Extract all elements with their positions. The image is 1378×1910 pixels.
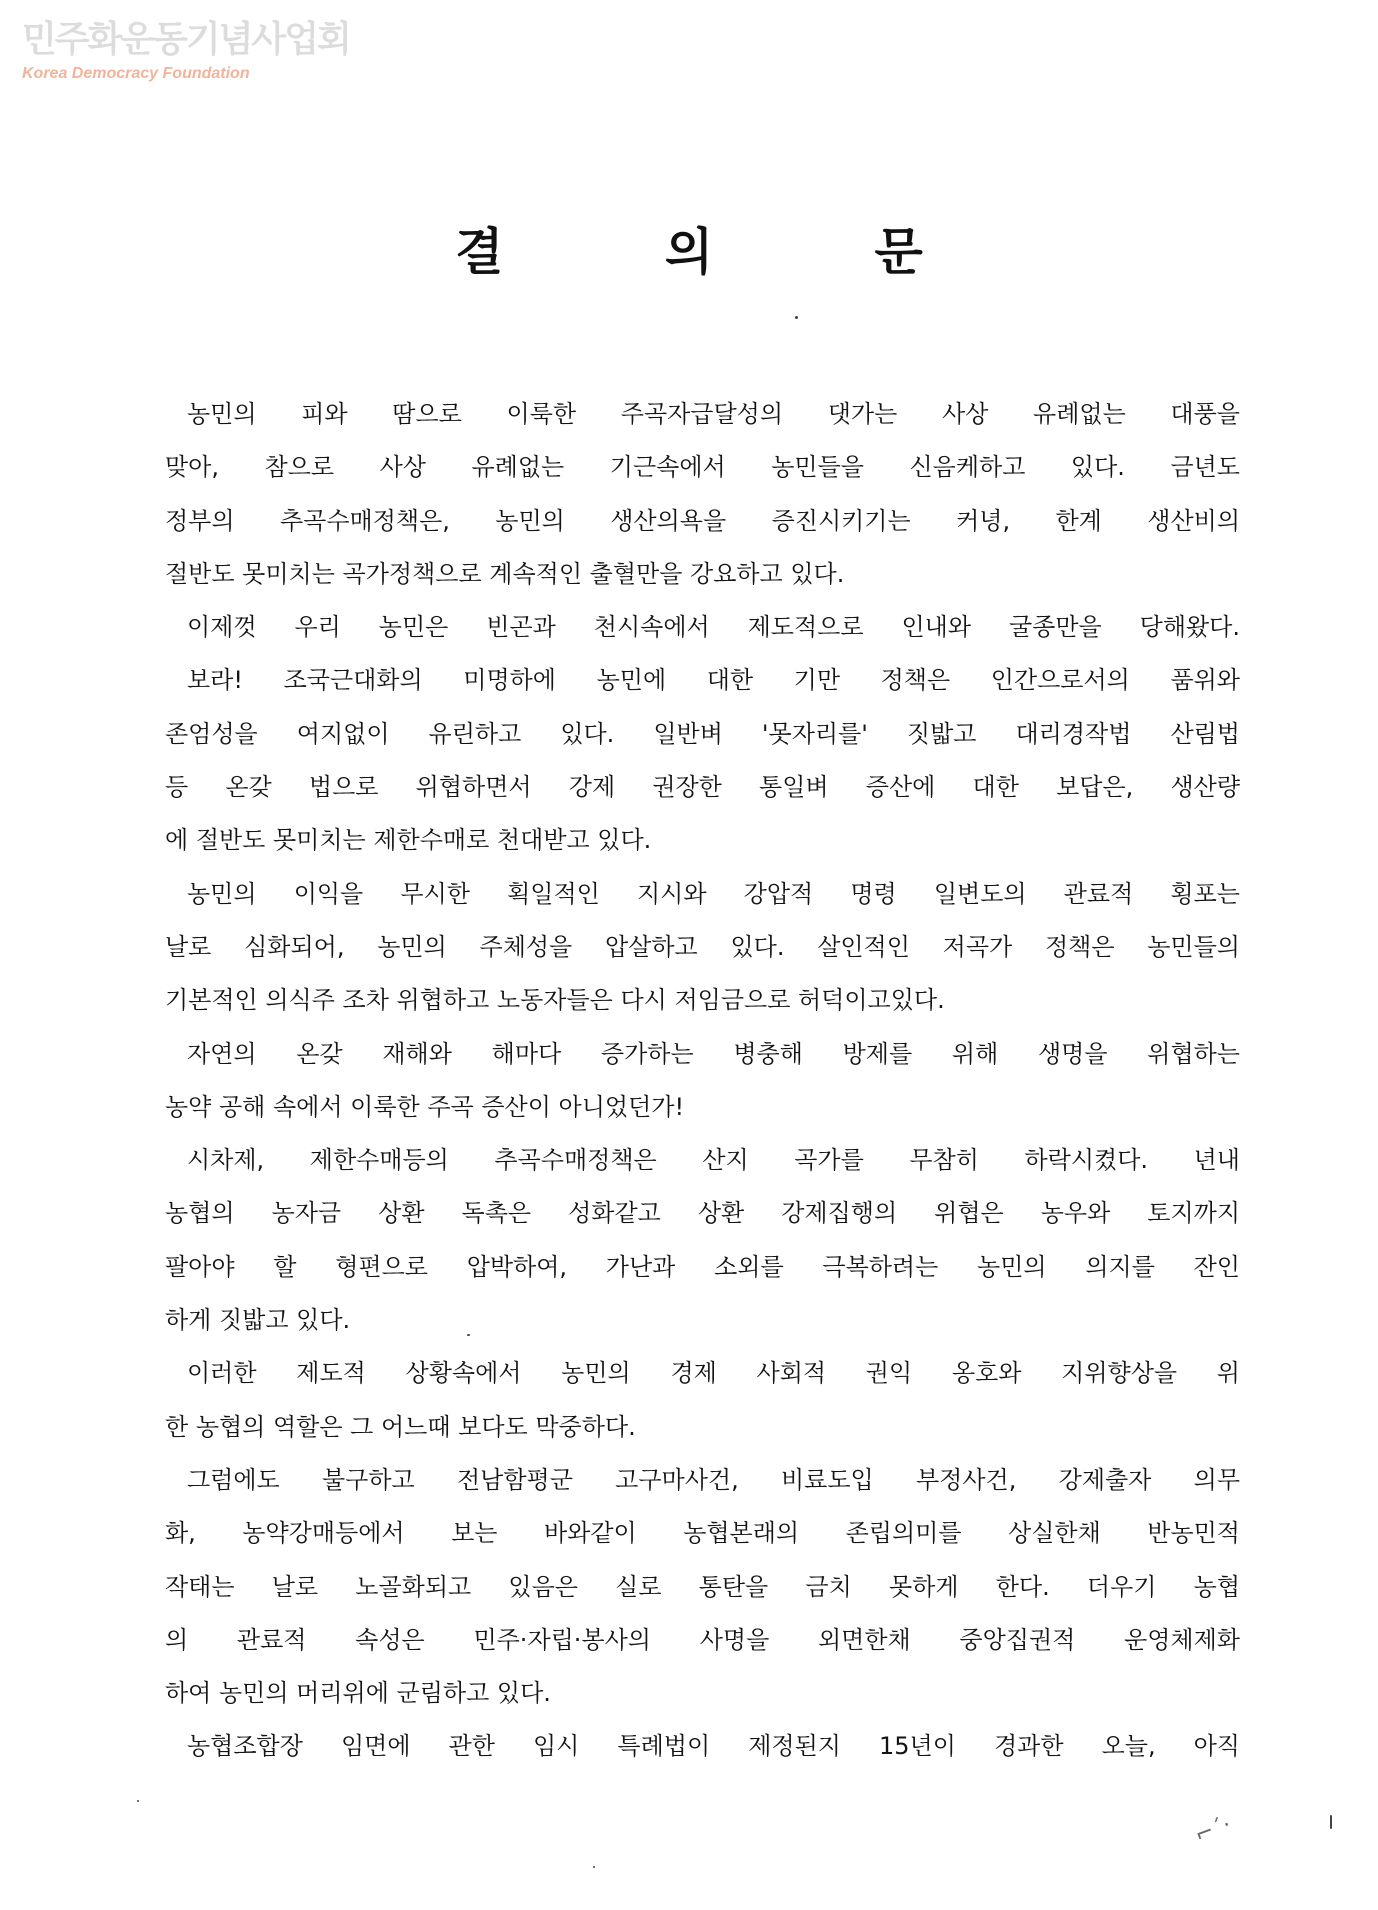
- scan-corner-mark: ⌐ˊ·: [1191, 1812, 1235, 1849]
- body-line: 시차제, 제한수매등의 추곡수매정책은 산지 곡가를 무참히 하락시켰다. 년내: [187, 1146, 1240, 1175]
- body-line: 의 관료적 속성은 민주·자립·봉사의 사명을 외면한채 중앙집권적 운영체제화: [165, 1625, 1240, 1654]
- body-line: 정부의 추곡수매정책은, 농민의 생산의욕을 증진시키기는 커녕, 한계 생산비의: [165, 506, 1240, 535]
- watermark-korean: 민주화운동기념사업회: [22, 19, 350, 60]
- watermark-english: Korea Democracy Foundation: [22, 65, 250, 82]
- document-body: [165, 388, 1240, 1774]
- body-line: 작태는 날로 노골화되고 있음은 실로 통탄을 금치 못하게 한다. 더우기 농협: [165, 1572, 1240, 1601]
- body-line: 보라! 조국근대화의 미명하에 농민에 대한 기만 정책은 인간으로서의 품위와: [187, 666, 1240, 695]
- body-line: 농민의 이익을 무시한 획일적인 지시와 강압적 명령 일변도의 관료적 횡포는: [187, 879, 1240, 908]
- body-line: 자연의 온갖 재해와 해마다 증가하는 병충해 방제를 위해 생명을 위협하는: [187, 1039, 1240, 1068]
- body-line: 등 온갖 법으로 위협하면서 강제 권장한 통일벼 증산에 대한 보답은, 생산량: [165, 773, 1240, 802]
- body-line: 이러한 제도적 상황속에서 농민의 경제 사회적 권익 옹호와 지위향상을 위: [187, 1359, 1240, 1388]
- body-line: 그럼에도 불구하고 전남함평군 고구마사건, 비료도입 부정사건, 강제출자 의무: [187, 1465, 1240, 1494]
- body-line: 한 농협의 역할은 그 어느때 보다도 막중하다.: [165, 1412, 636, 1441]
- scan-speck: [593, 1866, 595, 1868]
- scan-speck: [1330, 1815, 1332, 1829]
- watermark-logo: [22, 18, 350, 84]
- body-line: 에 절반도 못미치는 제한수매로 천대받고 있다.: [165, 826, 652, 855]
- document-title: 결 의 문: [455, 222, 995, 281]
- scan-speck: [795, 316, 798, 319]
- body-line: 하게 짓밟고 있다.: [165, 1306, 351, 1335]
- body-line: 날로 심화되어, 농민의 주체성을 압살하고 있다. 살인적인 저곡가 정책은 농민들의: [165, 932, 1240, 961]
- body-line: 팔아야 할 형편으로 압박하여, 가난과 소외를 극복하려는 농민의 의지를 잔인: [165, 1252, 1240, 1281]
- scan-speck: [467, 1334, 470, 1336]
- body-line: 하여 농민의 머리위에 군림하고 있다.: [165, 1679, 551, 1708]
- body-line: 절반도 못미치는 곡가정책으로 계속적인 출혈만을 강요하고 있다.: [165, 559, 845, 588]
- body-line: 이제껏 우리 농민은 빈곤과 천시속에서 제도적으로 인내와 굴종만을 당해왔다.: [187, 613, 1240, 642]
- scan-speck: [137, 1800, 139, 1802]
- body-line: 농협조합장 임면에 관한 임시 특례법이 제정된지 15년이 경과한 오늘, 아직: [187, 1732, 1240, 1761]
- body-line: 기본적인 의식주 조차 위협하고 노동자들은 다시 저임금으로 허덕이고있다.: [165, 986, 945, 1015]
- body-line: 농민의 피와 땀으로 이룩한 주곡자급달성의 댓가는 사상 유례없는 대풍을: [187, 400, 1240, 428]
- body-line: 존엄성을 여지없이 유린하고 있다. 일반벼 '못자리를' 짓밟고 대리경작법 산림법: [165, 719, 1240, 748]
- body-line: 농약 공해 속에서 이룩한 주곡 증산이 아니었던가!: [165, 1092, 685, 1121]
- body-line: 맞아, 참으로 사상 유례없는 기근속에서 농민들을 신음케하고 있다. 금년도: [165, 453, 1240, 482]
- body-line: 화, 농약강매등에서 보는 바와같이 농협본래의 존립의미를 상실한채 반농민적: [165, 1519, 1240, 1548]
- body-line: 농협의 농자금 상환 독촉은 성화같고 상환 강제집행의 위협은 농우와 토지까지: [165, 1199, 1240, 1228]
